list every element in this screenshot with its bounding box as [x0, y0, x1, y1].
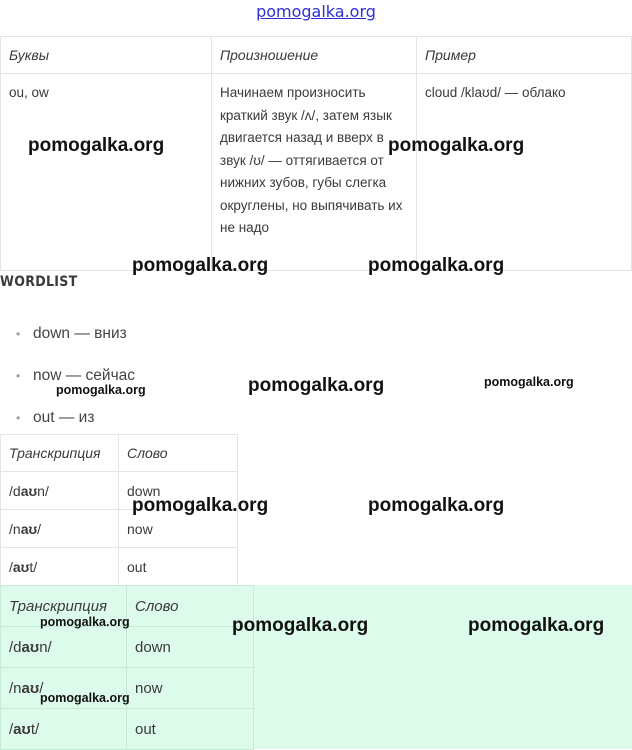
list-item: • down — вниз: [16, 318, 135, 360]
watermark: pomogalka.org: [132, 255, 269, 276]
watermark: pomogalka.org: [28, 135, 165, 156]
header-transcription: Транскрипция: [1, 435, 119, 472]
cell-word: down: [119, 472, 238, 510]
cell-word: now: [127, 668, 254, 709]
cell-transcription: /naʊ/: [1, 668, 127, 709]
watermark: pomogalka.org: [56, 383, 146, 397]
table-row: [1, 74, 632, 271]
watermark: pomogalka.org: [368, 255, 505, 276]
header-example: Пример: [417, 37, 632, 74]
header-word: Слово: [127, 586, 254, 627]
wordlist: [16, 318, 135, 444]
cell-transcription: /daʊn/: [1, 627, 127, 668]
watermark: pomogalka.org: [248, 375, 385, 396]
table-header-row: [1, 435, 238, 472]
header-transcription: Транскрипция: [1, 586, 127, 627]
watermark: pomogalka.org: [40, 615, 130, 629]
table-row: [1, 709, 254, 750]
watermark: pomogalka.org: [468, 615, 605, 636]
cell-example: cloud /klaʊd/ — облако: [417, 74, 632, 271]
table-header-row: [1, 37, 632, 74]
header-pronunciation: Произношение: [212, 37, 417, 74]
table-row: [1, 627, 254, 668]
table-row: [1, 548, 238, 586]
cell-word: out: [127, 709, 254, 750]
watermark: pomogalka.org: [132, 495, 269, 516]
watermark: pomogalka.org: [40, 691, 130, 705]
cell-word: now: [119, 510, 238, 548]
header-letters: Буквы: [1, 37, 212, 74]
cell-letters: ou, ow: [1, 74, 212, 271]
cell-transcription: /aʊt/: [1, 548, 119, 586]
watermark: pomogalka.org: [484, 375, 574, 389]
site-title-link[interactable]: pomogalka.org: [256, 2, 376, 21]
transcription-table-green: [0, 585, 254, 750]
cell-transcription: /aʊt/: [1, 709, 127, 750]
list-item: • now — сейчас: [16, 360, 135, 402]
watermark: pomogalka.org: [368, 495, 505, 516]
wordlist-heading: WORDLIST: [0, 274, 78, 290]
cell-transcription: /daʊn/: [1, 472, 119, 510]
watermark: pomogalka.org: [232, 615, 369, 636]
header-word: Слово: [119, 435, 238, 472]
watermark: pomogalka.org: [388, 135, 525, 156]
list-item: • out — из: [16, 402, 135, 444]
cell-word: out: [119, 548, 238, 586]
cell-pronunciation: Начинаем произносить краткий звук /ʌ/, затем язык двигается назад и вверх в звук /ʊ/ — оттягивается от нижних зубов, губы слегка округлены, но выпячивать их не надо: [212, 74, 417, 271]
cell-word: down: [127, 627, 254, 668]
cell-transcription: /naʊ/: [1, 510, 119, 548]
